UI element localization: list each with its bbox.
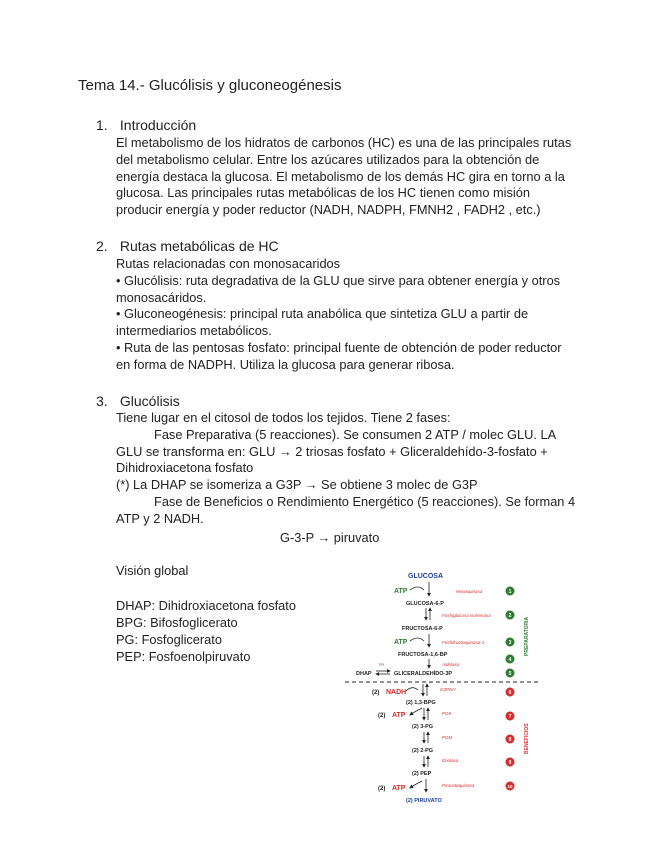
- global-view-heading: Visión global: [116, 563, 189, 578]
- step-10-marker: [506, 782, 515, 791]
- svg-text:2: 2: [508, 613, 512, 619]
- svg-text:3: 3: [508, 640, 512, 646]
- atp-curve-arrow: [410, 638, 424, 641]
- step-9-marker: [506, 758, 515, 767]
- abbreviation-legend: [116, 597, 296, 665]
- section-number: 3.: [96, 393, 108, 409]
- enzyme-label: Fosfoglucosa isomerasa: [442, 613, 491, 618]
- nadh-label: NADH: [386, 689, 407, 696]
- section-number: 1.: [96, 117, 108, 133]
- svg-text:1: 1: [508, 589, 512, 595]
- step-2-marker: [506, 611, 515, 620]
- section-1-body: [116, 135, 586, 219]
- text-line: Fase Preparativa (5 reacciones). Se consumen 2 ATP / molec GLU. LA: [154, 426, 557, 442]
- section-3-body: [116, 410, 586, 528]
- metabolite-label: (2) 1,3-BPG: [406, 700, 436, 706]
- atp-label: ATP: [394, 588, 408, 595]
- text-line: monosacáridos.: [116, 289, 207, 305]
- text-line: del metabolismo celular. Entre los azúcares utilizados para la obtención de: [116, 151, 540, 167]
- atp-label: ATP: [394, 639, 408, 646]
- enzyme-label: PGM: [442, 735, 453, 740]
- text-line: intermediarios metabólicos.: [116, 323, 272, 339]
- section-title: Glucólisis: [119, 393, 180, 409]
- section-title: Rutas metabólicas de HC: [119, 238, 279, 254]
- step-5-marker: [506, 669, 515, 678]
- enzyme-label: PGK: [442, 711, 452, 716]
- text-line: producir energía y poder reductor (NADH, NADPH, FMNH2 , FADH2 , etc.): [116, 202, 541, 218]
- nadh-curve-arrow: [406, 688, 418, 691]
- atp-label: ATP: [392, 712, 406, 719]
- page-title: Tema 14.- Glucólisis y gluconeogénesis: [78, 77, 342, 94]
- text-line: • Ruta de las pentosas fosfato: principal fuente de obtención de poder reductor: [116, 339, 562, 355]
- enzyme-label: G3PDH: [440, 687, 456, 692]
- phase-label-preparatory: PREPARATORIA: [524, 616, 530, 656]
- step-6-marker: [506, 688, 515, 697]
- legend-item: BPG: Bifosfoglicerato: [116, 615, 238, 630]
- equation: G-3-P → piruvato: [280, 530, 380, 545]
- enzyme-label: Piruvatoquinasa: [442, 783, 475, 788]
- metabolite-label: (2) PEP: [412, 771, 432, 777]
- svg-text:4: 4: [508, 657, 512, 663]
- section-number: 2.: [96, 238, 108, 254]
- atp-curve-arrow: [410, 587, 424, 590]
- text-line: glucosa. Las principales rutas metabólicas de los HC tienen como misión: [116, 185, 530, 201]
- text-line: Fase de Beneficios o Rendimiento Energético (5 reacciones). Se forman 4: [154, 493, 576, 509]
- text-line: Dihidroxiacetona fosfato: [116, 460, 254, 476]
- step-3-marker: [506, 638, 515, 647]
- text-line: • Glucólisis: ruta degradativa de la GLU que sirve para obtener energía y otros: [116, 272, 561, 288]
- step-4-marker: [506, 655, 515, 664]
- enzyme-label: Hexoquinasa: [456, 589, 483, 594]
- glycolysis-diagram: [340, 568, 600, 808]
- step-8-marker: [506, 735, 515, 744]
- svg-text:10: 10: [507, 784, 513, 789]
- step-7-marker: [506, 712, 515, 721]
- enzyme-label: Fosfofructoquinasa-1: [442, 640, 485, 645]
- text-line: Tiene lugar en el citosol de todos los tejidos. Tiene 2 fases:: [116, 410, 451, 425]
- tpi-label: TPI: [378, 662, 385, 667]
- phase-label-benefits: BENEFICIOS: [524, 723, 530, 754]
- glucose-label: GLUCOSA: [408, 573, 443, 580]
- step-1-marker: [506, 587, 515, 596]
- metabolite-label: GLUCOSA-6-P: [406, 601, 444, 607]
- text-line: GLU se transforma en: GLU → 2 triosas fosfato + Gliceraldehído-3-fosfato +: [116, 443, 548, 459]
- metabolite-label: (2) 2-PG: [412, 748, 434, 754]
- text-line: en forma de NADPH. Utiliza la glucosa para generar ribosa.: [116, 356, 455, 372]
- metabolite-label: GLICERALDEHÍDO-3P: [394, 671, 453, 677]
- atp-label: ATP: [392, 785, 406, 792]
- dhap-label: DHAP: [356, 671, 372, 677]
- stoichiometry-label: (2): [378, 786, 386, 792]
- legend-item: PEP: Fosfoenolpiruvato: [116, 649, 251, 664]
- pyruvate-label: (2) PIRUVATO: [406, 798, 442, 804]
- svg-text:9: 9: [508, 760, 512, 766]
- metabolite-label: FRUCTOSA-6-P: [402, 626, 443, 632]
- text-line: • Gluconeogénesis: principal ruta anabólica que sintetiza GLU a partir de: [116, 306, 529, 322]
- legend-item: PG: Fosfoglicerato: [116, 632, 222, 647]
- svg-text:5: 5: [508, 671, 512, 677]
- text-line: Rutas relacionadas con monosacaridos: [116, 256, 341, 271]
- svg-text:7: 7: [508, 714, 512, 720]
- svg-text:6: 6: [508, 690, 512, 696]
- metabolite-label: FRUCTOSA-1,6-BP: [398, 652, 448, 658]
- section-title: Introducción: [119, 117, 197, 133]
- legend-item: DHAP: Dihidroxiacetona fosfato: [116, 598, 296, 613]
- svg-text:8: 8: [508, 737, 512, 743]
- section-2-body: [116, 256, 586, 374]
- enzyme-label: Enolasa: [442, 758, 459, 763]
- stoichiometry-label: (2): [378, 713, 386, 719]
- metabolite-label: (2) 3-PG: [412, 724, 434, 730]
- section-1-heading: [96, 117, 196, 133]
- text-line: (*) La DHAP se isomeriza a G3P → Se obtiene 3 molec de G3P: [116, 477, 478, 493]
- atp-curve-arrow: [410, 781, 422, 788]
- text-line: El metabolismo de los hidratos de carbonos (HC) es una de las principales rutas: [116, 135, 572, 150]
- text-line: energía destaca la glucosa. El metabolismo de los demás HC gira en torno a la: [116, 168, 565, 184]
- stoichiometry-label: (2): [372, 690, 380, 696]
- section-3-heading: [96, 393, 180, 409]
- text-line: ATP y 2 NADH.: [116, 510, 204, 526]
- section-2-heading: [96, 238, 279, 254]
- enzyme-label: Aldolasa: [442, 662, 460, 667]
- atp-curve-arrow: [410, 708, 422, 715]
